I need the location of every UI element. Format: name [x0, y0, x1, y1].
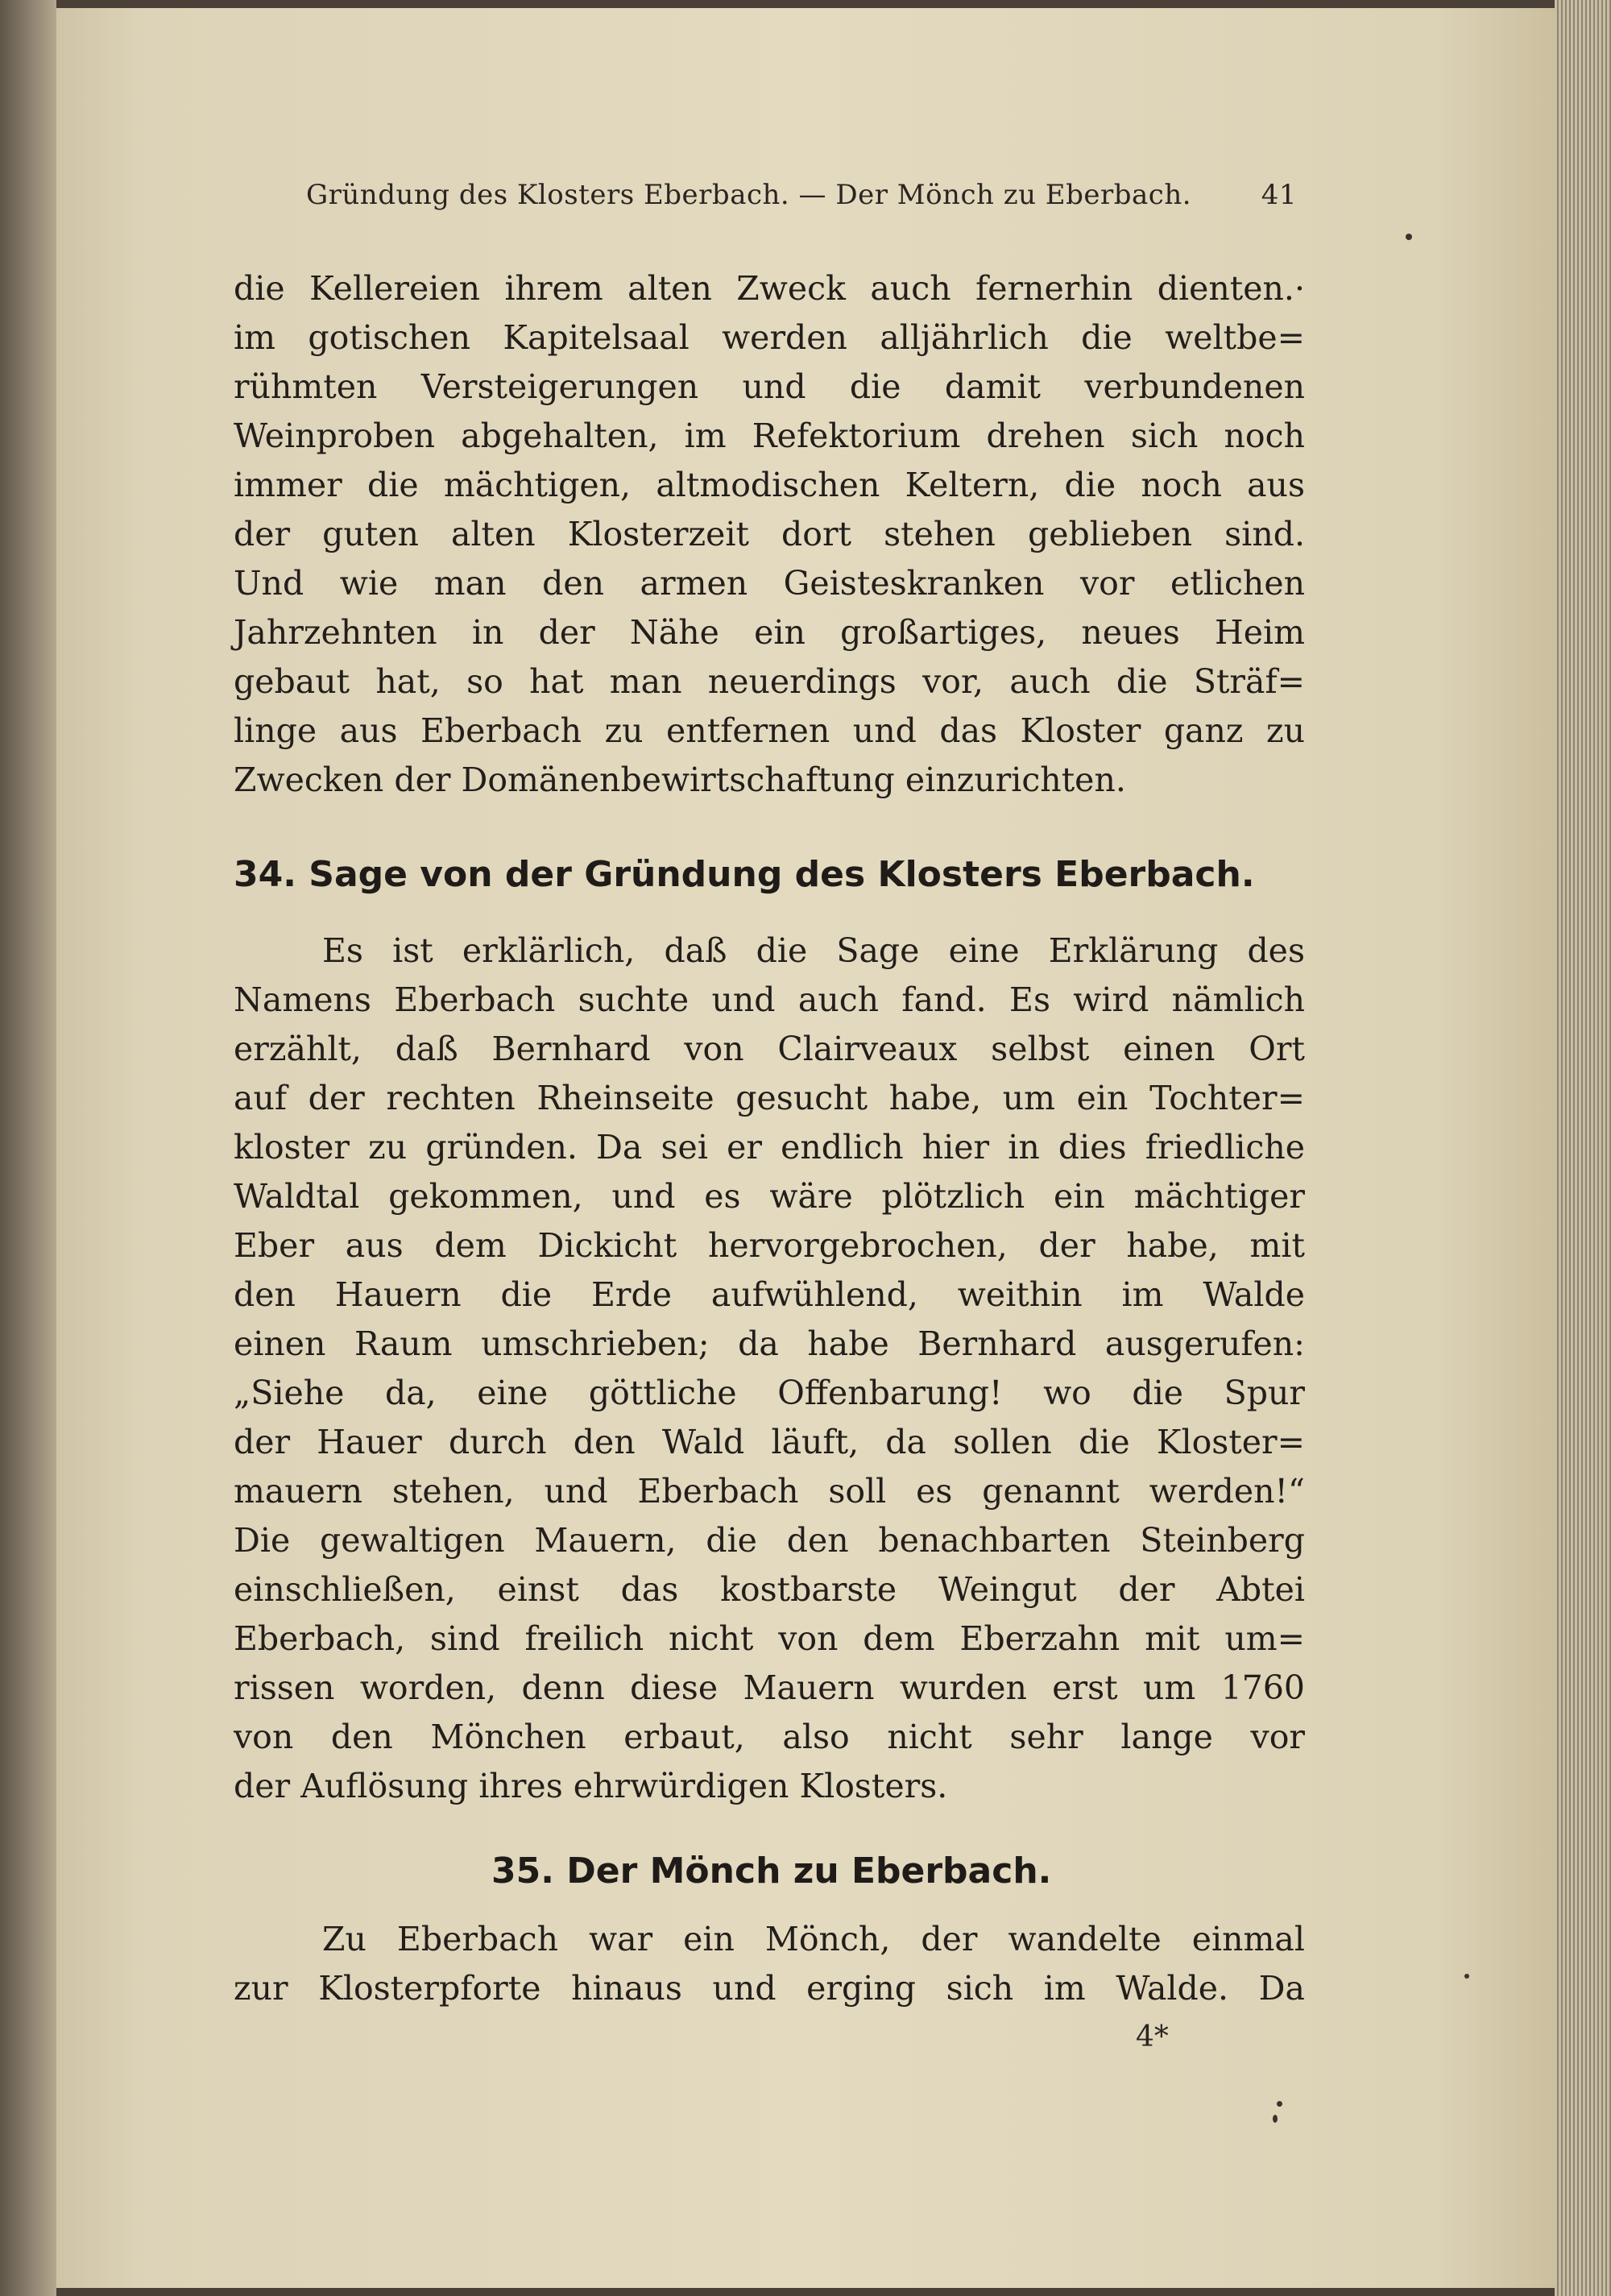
text-line: Und wie man den armen Geisteskranken vor etlichen: [234, 564, 1305, 603]
paragraph-block-1: [234, 264, 1305, 805]
text-line: Zwecken der Domänenbewirtschaftung einzurichten.: [234, 760, 1126, 799]
text-line: den Hauern die Erde aufwühlend, weithin im Walde: [234, 1275, 1305, 1314]
signature-mark: 4*: [1136, 2020, 1169, 2054]
text-line: gebaut hat, so hat man neuerdings vor, auch die Sträf=: [234, 662, 1305, 701]
page-number: 41: [1261, 179, 1297, 211]
text-line: kloster zu gründen. Da sei er endlich hier in dies friedliche: [234, 1128, 1305, 1167]
text-line: von den Mönchen erbaut, also nicht sehr lange vor: [234, 1718, 1305, 1756]
text-line: Weinproben abgehalten, im Refektorium drehen sich noch: [234, 417, 1305, 455]
text-line: Die gewaltigen Mauern, die den benachbarten Steinberg: [234, 1521, 1305, 1560]
text-line: Waldtal gekommen, und es wäre plötzlich ein mächtiger: [234, 1177, 1305, 1216]
text-line: auf der rechten Rheinseite gesucht habe, um ein Tochter=: [234, 1079, 1305, 1117]
text-line: Jahrzehnten in der Nähe ein großartiges, neues Heim: [234, 613, 1305, 652]
text-line: im gotischen Kapitelsaal werden alljährlich die weltbe=: [234, 318, 1305, 357]
binding-gutter: [0, 0, 56, 2296]
text-line: linge aus Eberbach zu entfernen und das Kloster ganz zu: [234, 711, 1305, 750]
paper-speck: [1273, 2115, 1278, 2123]
text-line: Eberbach, sind freilich nicht von dem Eberzahn mit um=: [234, 1619, 1305, 1658]
text-line: zur Klosterpforte hinaus und erging sich im Walde. Da: [234, 1969, 1305, 2008]
text-line: einschließen, einst das kostbarste Weingut der Abtei: [234, 1570, 1305, 1609]
running-head: [306, 179, 1297, 211]
running-head-title: Gründung des Klosters Eberbach. — Der Mönch zu Eberbach.: [306, 179, 1192, 211]
paper-speck: [1464, 1974, 1469, 1979]
text-line: rühmten Versteigerungen und die damit verbundenen: [234, 367, 1305, 406]
paragraph-block-3: [234, 1915, 1305, 2013]
text-line: immer die mächtigen, altmodischen Keltern, die noch aus: [234, 466, 1305, 504]
text-line: mauern stehen, und Eberbach soll es genannt werden!“: [234, 1472, 1305, 1511]
text-line: der Hauer durch den Wald läuft, da sollen die Kloster=: [234, 1423, 1305, 1461]
text-line: einen Raum umschrieben; da habe Bernhard ausgerufen:: [234, 1324, 1305, 1363]
section-heading-34: 34. Sage von der Gründung des Klosters Eberbach.: [234, 854, 1255, 895]
page-edges: [1555, 0, 1611, 2296]
paragraph-block-2: [234, 926, 1305, 1811]
text-line: rissen worden, denn diese Mauern wurden erst um 1760: [234, 1668, 1305, 1707]
paper-speck: [1277, 2101, 1282, 2107]
text-line: die Kellereien ihrem alten Zweck auch fernerhin dienten.·: [234, 269, 1305, 308]
text-line: Eber aus dem Dickicht hervorgebrochen, der habe, mit: [234, 1226, 1305, 1265]
section-heading-35: 35. Der Mönch zu Eberbach.: [491, 1850, 1052, 1892]
text-line: Es ist erklärlich, daß die Sage eine Erklärung des: [322, 931, 1305, 970]
text-line: der Auflösung ihres ehrwürdigen Klosters.: [234, 1767, 948, 1805]
text-line: der guten alten Klosterzeit dort stehen geblieben sind.: [234, 515, 1305, 553]
text-line: Zu Eberbach war ein Mönch, der wandelte einmal: [322, 1920, 1305, 1958]
paper-speck: [1406, 234, 1412, 240]
text-line: „Siehe da, eine göttliche Offenbarung! wo die Spur: [234, 1374, 1305, 1412]
text-line: erzählt, daß Bernhard von Clairveaux selbst einen Ort: [234, 1030, 1305, 1068]
text-line: Namens Eberbach suchte und auch fand. Es wird nämlich: [234, 980, 1305, 1019]
